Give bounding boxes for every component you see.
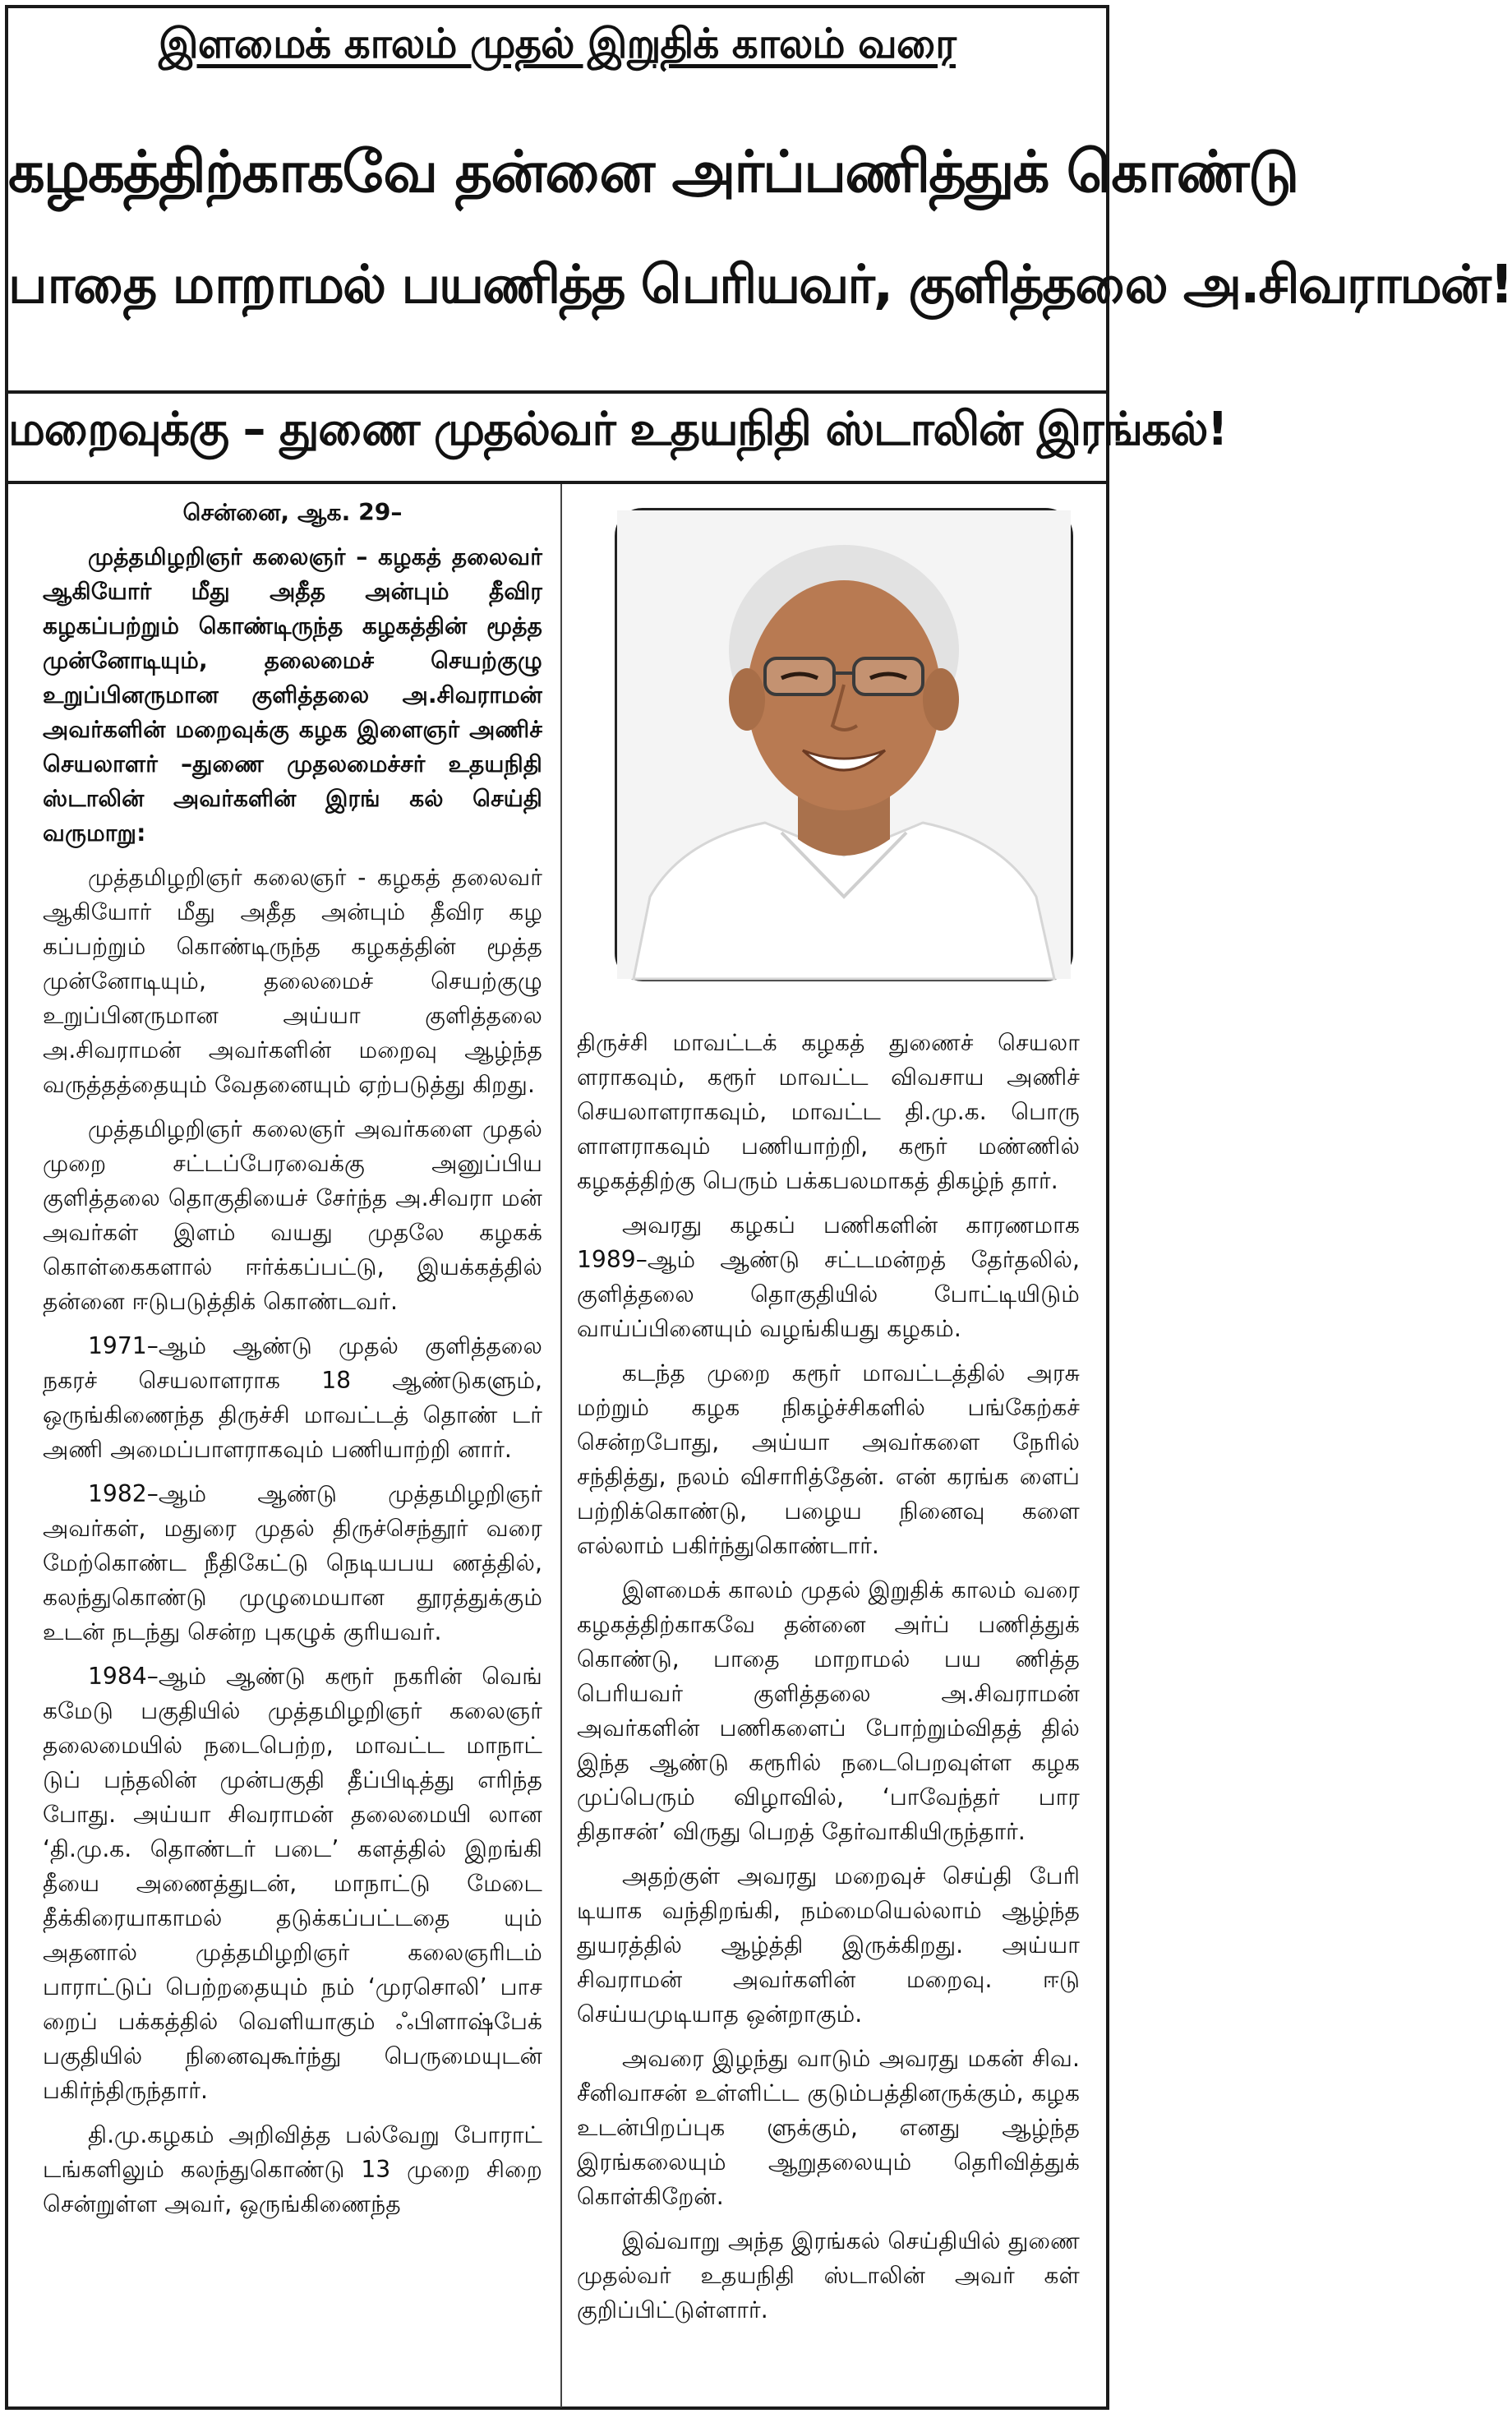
body-paragraph: தி.மு.கழகம் அறிவித்த பல்வேறு போராட் டங்களிலும் கலந்துகொண்டு 13 முறை சிறை சென்றுள்ள அவர், ஒருங்கிணைந்த [43, 2121, 542, 2217]
body-paragraph: இளமைக் காலம் முதல் இறுதிக் காலம் வரை கழகத்திற்காகவே தன்னை அர்ப் பணித்துக் கொண்டு, பாதை மாறாமல் பய ணித்த பெரியவர் குளித்தலை அ.சிவராமன் அவர்களின் பணிகளைப் போற்றும்விதத் தில் இந்த ஆண்டு கரூரில் நடைபெறவுள்ள கழக முப்பெரும் விழாவில், ‘பாவேந்தர் பார திதாசன்’ விருது பெறத் தேர்வாகியிருந்தார். [577, 1576, 1080, 1845]
newspaper-clipping [5, 5, 1512, 2410]
main-headline-line2: பாதை மாறாமல் பயணித்த பெரியவர், குளித்தலை அ.சிவராமன்! [8, 255, 1512, 316]
body-paragraph: முத்தமிழறிஞர் கலைஞர் அவர்களை முதல் முறை சட்டப்பேரவைக்கு அனுப்பிய குளித்தலை தொகுதியைச் சேர்ந்த அ.சிவரா மன் அவர்கள் இளம் வயது முதலே கழகக் கொள்கைகளால் ஈர்க்கப்பட்டு, இயக்கத்தில் தன்னை ஈடுபடுத்திக் கொண்டவர். [43, 1115, 542, 1315]
body-paragraph: 1984–ஆம் ஆண்டு கரூர் நகரின் வெங் கமேடு பகுதியில் முத்தமிழறிஞர் கலைஞர் தலைமையில் நடைபெற்ற, மாவட்ட மாநாட் டுப் பந்தலின் முன்பகுதி தீப்பிடித்து எரிந்த போது. அய்யா சிவராமன் தலைமையி லான ‘தி.மு.க. தொண்டர் படை’ களத்தில் இறங்கி தீயை அணைத்துடன், மாநாட்டு மேடை தீக்கிரையாகாமல் தடுக்கப்பட்டதை யும் அதனால் முத்தமிழறிஞர் கலைஞரிடம் பாராட்டுப் பெற்றதையும் நம் ‘முரசொலி’ பாச றைப் பக்கத்தில் வெளியாகும் ஃபிளாஷ்பேக் பகுதியில் நினைவுகூர்ந்து பெருமையுடன் பகிர்ந்திருந்தார். [43, 1663, 542, 2104]
dateline: சென்னை, ஆக. 29– [182, 499, 403, 526]
kicker-headline: இளமைக் காலம் முதல் இறுதிக் காலம் வரை [159, 20, 956, 67]
body-paragraph: முத்தமிழறிஞர் கலைஞர் - கழகத் தலைவர் ஆகியோர் மீது அதீத அன்பும் தீவிர கழ கப்பற்றும் கொண்டிருந்த கழகத்தின் மூத்த முன்னோடியும், தலைமைச் செயற்குழு உறுப்பினருமான அய்யா குளித்தலை அ.சிவராமன் அவர்களின் மறைவு ஆழ்ந்த வருத்தத்தையும் வேதனையும் ஏற்படுத்து கிறது. [43, 864, 542, 1098]
article-left-column [43, 496, 542, 2231]
portrait-photo [615, 508, 1073, 981]
body-paragraph: அதற்குள் அவரது மறைவுச் செய்தி பேரி டியாக வந்திறங்கி, நம்மையெல்லாம் ஆழ்ந்த துயரத்தில் ஆழ்த்தி இருக்கிறது. அய்யா சிவராமன் அவர்களின் மறைவு. ஈடு செய்யமுடியாத ஒன்றாகும். [577, 1862, 1080, 2028]
body-paragraph: இவ்வாறு அந்த இரங்கல் செய்தியில் துணை முதல்வர் உதயநிதி ஸ்டாலின் அவர் கள் குறிப்பிட்டுள்ளார். [577, 2227, 1080, 2323]
body-paragraph: 1982–ஆம் ஆண்டு முத்தமிழறிஞர் அவர்கள், மதுரை முதல் திருச்செந்தூர் வரை மேற்கொண்ட நீதிகேட்டு நெடியபய ணத்தில், கலந்துகொண்டு முழுமையான தூரத்துக்கும் உடன் நடந்து சென்ற புகழுக் குரியவர். [43, 1480, 542, 1645]
divider-bottom [8, 481, 1106, 484]
subheadline: மறைவுக்கு – துணை முதல்வர் உதயநிதி ஸ்டாலின் இரங்கல்! [8, 403, 1227, 456]
body-paragraph: திருச்சி மாவட்டக் கழகத் துணைச் செயலா ளராகவும், கரூர் மாவட்ட விவசாய அணிச் செயலாளராகவும், மாவட்ட தி.மு.க. பொரு ளாளராகவும் பணியாற்றி, கரூர் மண்ணில் கழகத்திற்கு பெரும் பக்கபலமாகத் திகழ்ந் தார். [577, 1029, 1080, 1194]
body-paragraph: அவரது கழகப் பணிகளின் காரணமாக 1989–ஆம் ஆண்டு சட்டமன்றத் தேர்தலில், குளித்தலை தொகுதியில் போட்டியிடும் வாய்ப்பினையும் வழங்கியது கழகம். [577, 1211, 1080, 1342]
body-paragraph: 1971–ஆம் ஆண்டு முதல் குளித்தலை நகரச் செயலாளராக 18 ஆண்டுகளும், ஒருங்கிணைந்த திருச்சி மாவட்டத் தொண் டர் அணி அமைப்பாளராகவும் பணியாற்றி னார். [43, 1332, 542, 1463]
divider-top [8, 390, 1106, 394]
column-divider [560, 484, 562, 2407]
body-paragraph: அவரை இழந்து வாடும் அவரது மகன் சிவ. சீனிவாசன் உள்ளிட்ட குடும்பத்தினருக்கும், கழக உடன்பிறப்புக ளுக்கும், எனது ஆழ்ந்த இரங்கலையும் ஆறுதலையும் தெரிவித்துக் கொள்கிறேன். [577, 2045, 1080, 2210]
main-headline-line1: கழகத்திற்காகவே தன்னை அர்ப்பணித்துக் கொண்டு [8, 138, 1298, 205]
article-right-column [577, 1026, 1080, 2337]
portrait-illustration [617, 510, 1071, 979]
body-paragraph: கடந்த முறை கரூர் மாவட்டத்தில் அரசு மற்றும் கழக நிகழ்ச்சிகளில் பங்கேற்கச் சென்றபோது, அய்யா அவர்களை நேரில் சந்தித்து, நலம் விசாரித்தேன். என் கரங்க ளைப் பற்றிக்கொண்டு, பழைய நினைவு களை எல்லாம் பகிர்ந்துகொண்டார். [577, 1359, 1080, 1559]
lead-paragraph: முத்தமிழறிஞர் கலைஞர் – கழகத் தலைவர் ஆகியோர் மீது அதீத அன்பும் தீவிர கழகப்பற்றும் கொண்டிருந்த கழகத்தின் மூத்த முன்னோடியும், தலைமைச் செயற்குழு உறுப்பினருமான குளித்தலை அ.சிவராமன் அவர்களின் மறைவுக்கு கழக இளைஞர் அணிச் செயலாளர் –துணை முதலமைச்சர் உதயநிதி ஸ்டாலின் அவர்களின் இரங் கல் செய்தி வருமாறு: [43, 543, 542, 847]
